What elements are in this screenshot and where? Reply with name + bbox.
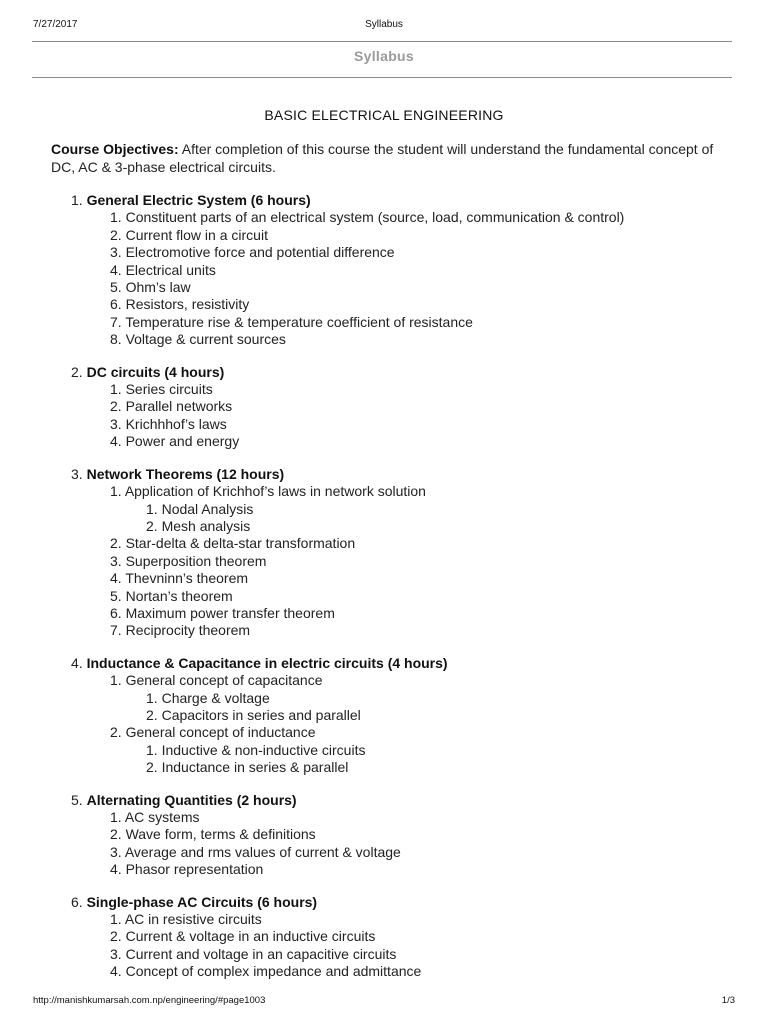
topic-number: 2. [110, 535, 122, 552]
topic-number: 2. [110, 928, 122, 945]
topic-item [0, 209, 768, 226]
section-heading [0, 466, 768, 483]
topic-item [0, 227, 768, 244]
topic-number: 1. [110, 209, 122, 226]
topic-item [0, 588, 768, 605]
topic-number: 3. [110, 415, 122, 432]
page-number: 1/3 [721, 995, 735, 1006]
topic-item [0, 724, 768, 741]
print-footer [0, 995, 768, 1009]
section-title: General Electric System (6 hours) [86, 192, 311, 208]
topic-number: 5. [110, 587, 122, 604]
topic-item [0, 809, 768, 826]
subtopic-text: Inductive & non-inductive circuits [161, 741, 366, 758]
section-title: Network Theorems (12 hours) [86, 465, 285, 482]
syllabus-section [0, 364, 768, 451]
print-header [0, 19, 768, 33]
topic-number: 3. [110, 945, 122, 962]
topic-text: Current and voltage in an capacitive circuits [125, 945, 397, 962]
topic-number: 2. [110, 226, 122, 243]
topic-item [0, 433, 768, 450]
topic-item [0, 911, 768, 928]
header-rule-bottom [32, 77, 732, 78]
topic-number: 1. [110, 911, 122, 928]
topic-item [0, 244, 768, 261]
objectives-label: Course Objectives: [51, 141, 179, 157]
section-heading [0, 792, 768, 809]
topic-number: 1. [110, 381, 122, 398]
topic-item [0, 844, 768, 861]
subtopic-item [0, 501, 768, 518]
topic-text: Temperature rise & temperature coefficient of resistance [125, 313, 473, 330]
topic-text: General concept of capacitance [125, 672, 323, 689]
subtopic-item [0, 518, 768, 535]
topic-list [0, 209, 768, 348]
topic-text: Star-delta & delta-star transformation [125, 535, 356, 552]
subtopic-number: 1. [146, 500, 158, 517]
topic-number: 5. [110, 279, 122, 296]
topic-number: 6. [110, 604, 122, 621]
topic-number: 3. [110, 244, 122, 261]
header-rule-top [32, 41, 732, 42]
section-heading [0, 192, 768, 209]
section-heading [0, 894, 768, 911]
objectives-text: After completion of this course the student will understand the fundamental concept of DC, AC & 3-phase electrical circuits. [51, 141, 714, 175]
subtopic-text: Mesh analysis [161, 517, 251, 534]
topic-text: Reciprocity theorem [125, 622, 251, 639]
topic-item [0, 605, 768, 622]
subtopic-number: 1. [146, 741, 158, 758]
print-title: Syllabus [365, 19, 403, 30]
section-heading [0, 364, 768, 381]
topic-text: Phasor representation [125, 861, 264, 878]
subtopic-text: Charge & voltage [161, 689, 270, 706]
course-objectives [51, 141, 731, 176]
site-title: Syllabus [354, 48, 414, 64]
topic-number: 1. [110, 483, 122, 500]
topic-number: 2. [110, 398, 122, 415]
section-number: 1. [71, 192, 83, 208]
subtopic-text: Inductance in series & parallel [161, 759, 349, 776]
topic-item [0, 570, 768, 587]
topic-list [0, 381, 768, 451]
topic-text: Krichhhof’s laws [125, 415, 227, 432]
topic-number: 6. [110, 296, 122, 313]
topic-text: Current flow in a circuit [125, 226, 268, 243]
topic-number: 4. [110, 261, 122, 278]
subtopic-number: 1. [146, 689, 158, 706]
topic-text: General concept of inductance [125, 724, 316, 741]
topic-number: 7. [110, 622, 122, 639]
topic-number: 1. [110, 809, 122, 825]
topic-item [0, 483, 768, 500]
topic-text: Nortan’s theorem [125, 587, 233, 604]
topic-item [0, 262, 768, 279]
section-number: 4. [71, 654, 83, 671]
topic-item [0, 826, 768, 843]
topic-item [0, 296, 768, 313]
syllabus-section [0, 655, 768, 777]
topic-item [0, 381, 768, 398]
section-number: 3. [71, 465, 83, 482]
topic-list [0, 483, 768, 640]
topic-number: 7. [110, 313, 122, 330]
print-date: 7/27/2017 [33, 19, 78, 30]
subtopic-number: 2. [146, 706, 158, 723]
topic-number: 1. [110, 672, 122, 689]
topic-number: 2. [110, 724, 122, 741]
section-title: Alternating Quantities (2 hours) [86, 791, 297, 808]
subtopic-text: Nodal Analysis [161, 500, 254, 517]
page-url: http://manishkumarsah.com.np/engineering/#page1003 [33, 995, 266, 1006]
subtopic-number: 2. [146, 759, 158, 776]
section-number: 6. [71, 893, 83, 910]
topic-text: Ohm’s law [125, 279, 191, 296]
topic-item [0, 946, 768, 963]
topic-number: 4. [110, 963, 122, 980]
syllabus-sections [0, 192, 768, 996]
subtopic-item [0, 742, 768, 759]
topic-number: 4. [110, 861, 122, 878]
topic-list [0, 911, 768, 981]
syllabus-section [0, 792, 768, 879]
topic-number: 2. [110, 826, 122, 843]
section-number: 5. [71, 791, 83, 808]
subtopic-item [0, 759, 768, 776]
topic-text: Electrical units [125, 261, 216, 278]
topic-number: 8. [110, 331, 122, 348]
topic-text: Series circuits [125, 381, 213, 398]
topic-text: Voltage & current sources [125, 331, 286, 348]
topic-text: Average and rms values of current & voltage [124, 843, 401, 860]
topic-text: Resistors, resistivity [125, 296, 250, 313]
topic-text: Constituent parts of an electrical system (source, load, communication & control) [125, 209, 625, 226]
subtopic-text: Capacitors in series and parallel [161, 706, 361, 723]
topic-text: Superposition theorem [125, 552, 267, 569]
subtopic-item [0, 707, 768, 724]
topic-text: Current & voltage in an inductive circuits [125, 928, 376, 945]
topic-item [0, 553, 768, 570]
topic-item [0, 535, 768, 552]
topic-text: AC in resistive circuits [124, 911, 262, 928]
section-title: Inductance & Capacitance in electric circuits (4 hours) [86, 654, 448, 671]
section-heading [0, 655, 768, 672]
section-title: DC circuits (4 hours) [86, 363, 225, 380]
topic-item [0, 672, 768, 689]
topic-number: 4. [110, 570, 122, 587]
topic-item [0, 331, 768, 348]
topic-text: Wave form, terms & definitions [125, 826, 316, 843]
topic-item [0, 279, 768, 296]
topic-item [0, 314, 768, 331]
topic-text: AC systems [124, 809, 200, 825]
topic-list [0, 809, 768, 879]
topic-list [0, 672, 768, 776]
syllabus-section [0, 894, 768, 981]
topic-item [0, 963, 768, 980]
topic-text: Application of Krichhof’s laws in network solution [124, 483, 426, 500]
topic-item [0, 861, 768, 878]
topic-number: 3. [110, 843, 122, 860]
topic-item [0, 622, 768, 639]
section-number: 2. [71, 363, 83, 380]
section-title: Single-phase AC Circuits (6 hours) [86, 893, 318, 910]
topic-text: Thevninn’s theorem [125, 570, 249, 587]
topic-text: Parallel networks [125, 398, 233, 415]
syllabus-section [0, 466, 768, 640]
topic-number: 3. [110, 552, 122, 569]
topic-text: Electromotive force and potential difference [125, 244, 395, 261]
topic-number: 4. [110, 433, 122, 450]
topic-item [0, 928, 768, 945]
topic-text: Concept of complex impedance and admittance [125, 963, 422, 980]
topic-item [0, 398, 768, 415]
topic-text: Power and energy [125, 433, 240, 450]
topic-text: Maximum power transfer theorem [125, 604, 335, 621]
document-title: BASIC ELECTRICAL ENGINEERING [264, 107, 504, 123]
subtopic-item [0, 690, 768, 707]
syllabus-section [0, 192, 768, 349]
subtopic-number: 2. [146, 517, 158, 534]
topic-item [0, 416, 768, 433]
